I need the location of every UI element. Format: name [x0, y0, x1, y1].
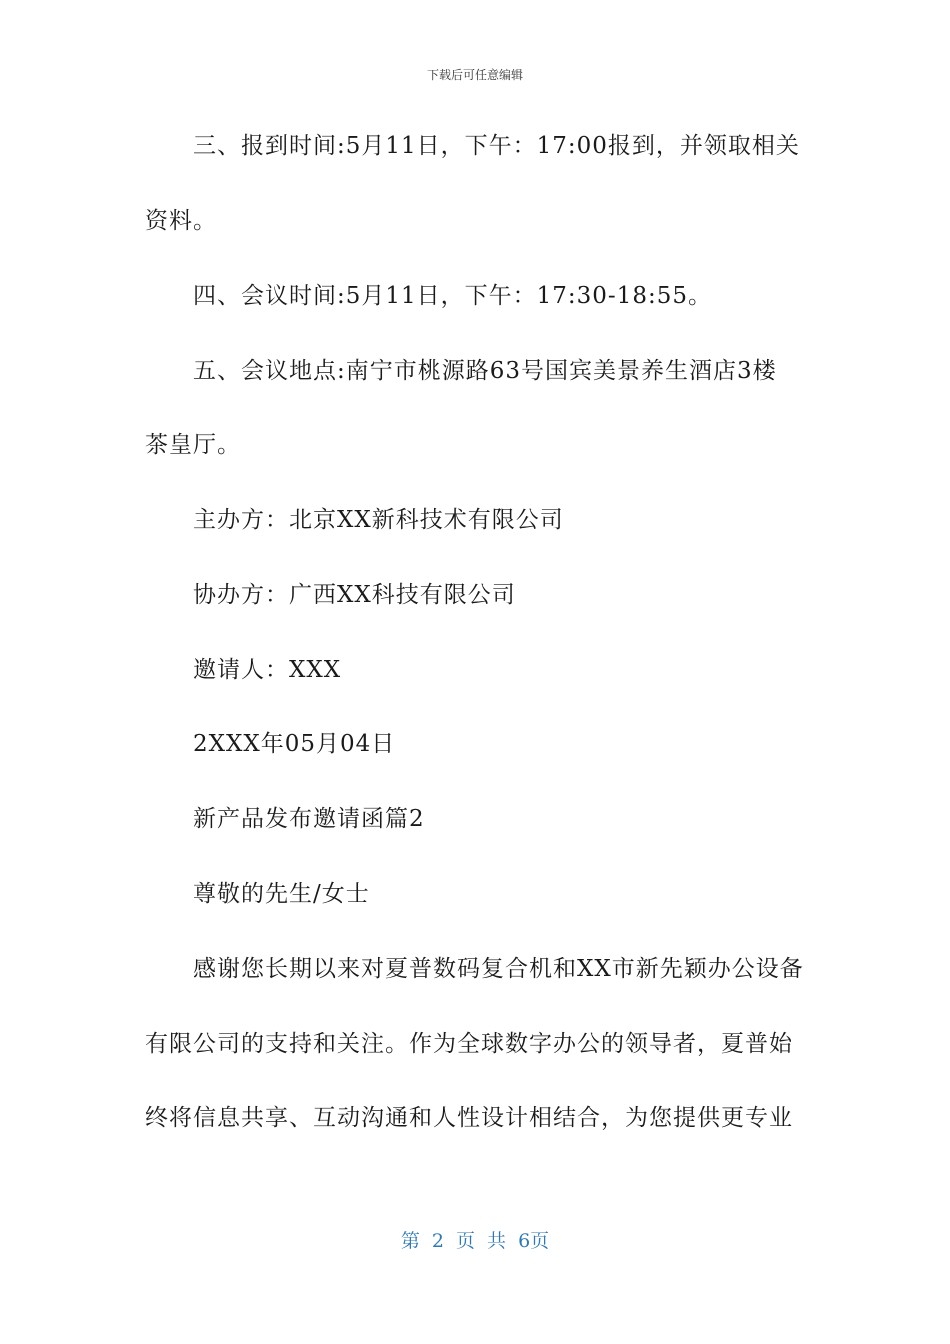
paragraph-line: 四、会议时间:5月11日，下午：17:30-18:55。 — [193, 283, 712, 309]
date-line: 2XXX年05月04日 — [193, 731, 396, 757]
page-number-footer: 第 2 页 共 6页 — [400, 1230, 550, 1252]
section-title: 新产品发布邀请函篇2 — [193, 806, 425, 832]
paragraph-line: 茶皇厅。 — [145, 432, 241, 458]
paragraph-line: 有限公司的支持和关注。作为全球数字办公的领导者，夏普始 — [145, 1031, 793, 1057]
paragraph-line: 主办方：北京XX新科技术有限公司 — [193, 507, 564, 533]
paragraph-line: 邀请人：XXX — [193, 657, 342, 683]
paragraph-line: 终将信息共享、互动沟通和人性设计相结合，为您提供更专业 — [145, 1105, 793, 1131]
paragraph-line: 协办方：广西XX科技有限公司 — [193, 582, 516, 608]
paragraph-line: 三、报到时间:5月11日，下午：17:00报到，并领取相关 — [193, 133, 800, 159]
paragraph-line: 感谢您长期以来对夏普数码复合机和XX市新先颖办公设备 — [193, 956, 804, 982]
paragraph-line: 资料。 — [145, 208, 217, 234]
page-header-note: 下载后可任意编辑 — [426, 68, 523, 82]
salutation: 尊敬的先生/女士 — [193, 881, 370, 907]
paragraph-line: 五、会议地点:南宁市桃源路63号国宾美景养生酒店3楼 — [193, 358, 777, 384]
